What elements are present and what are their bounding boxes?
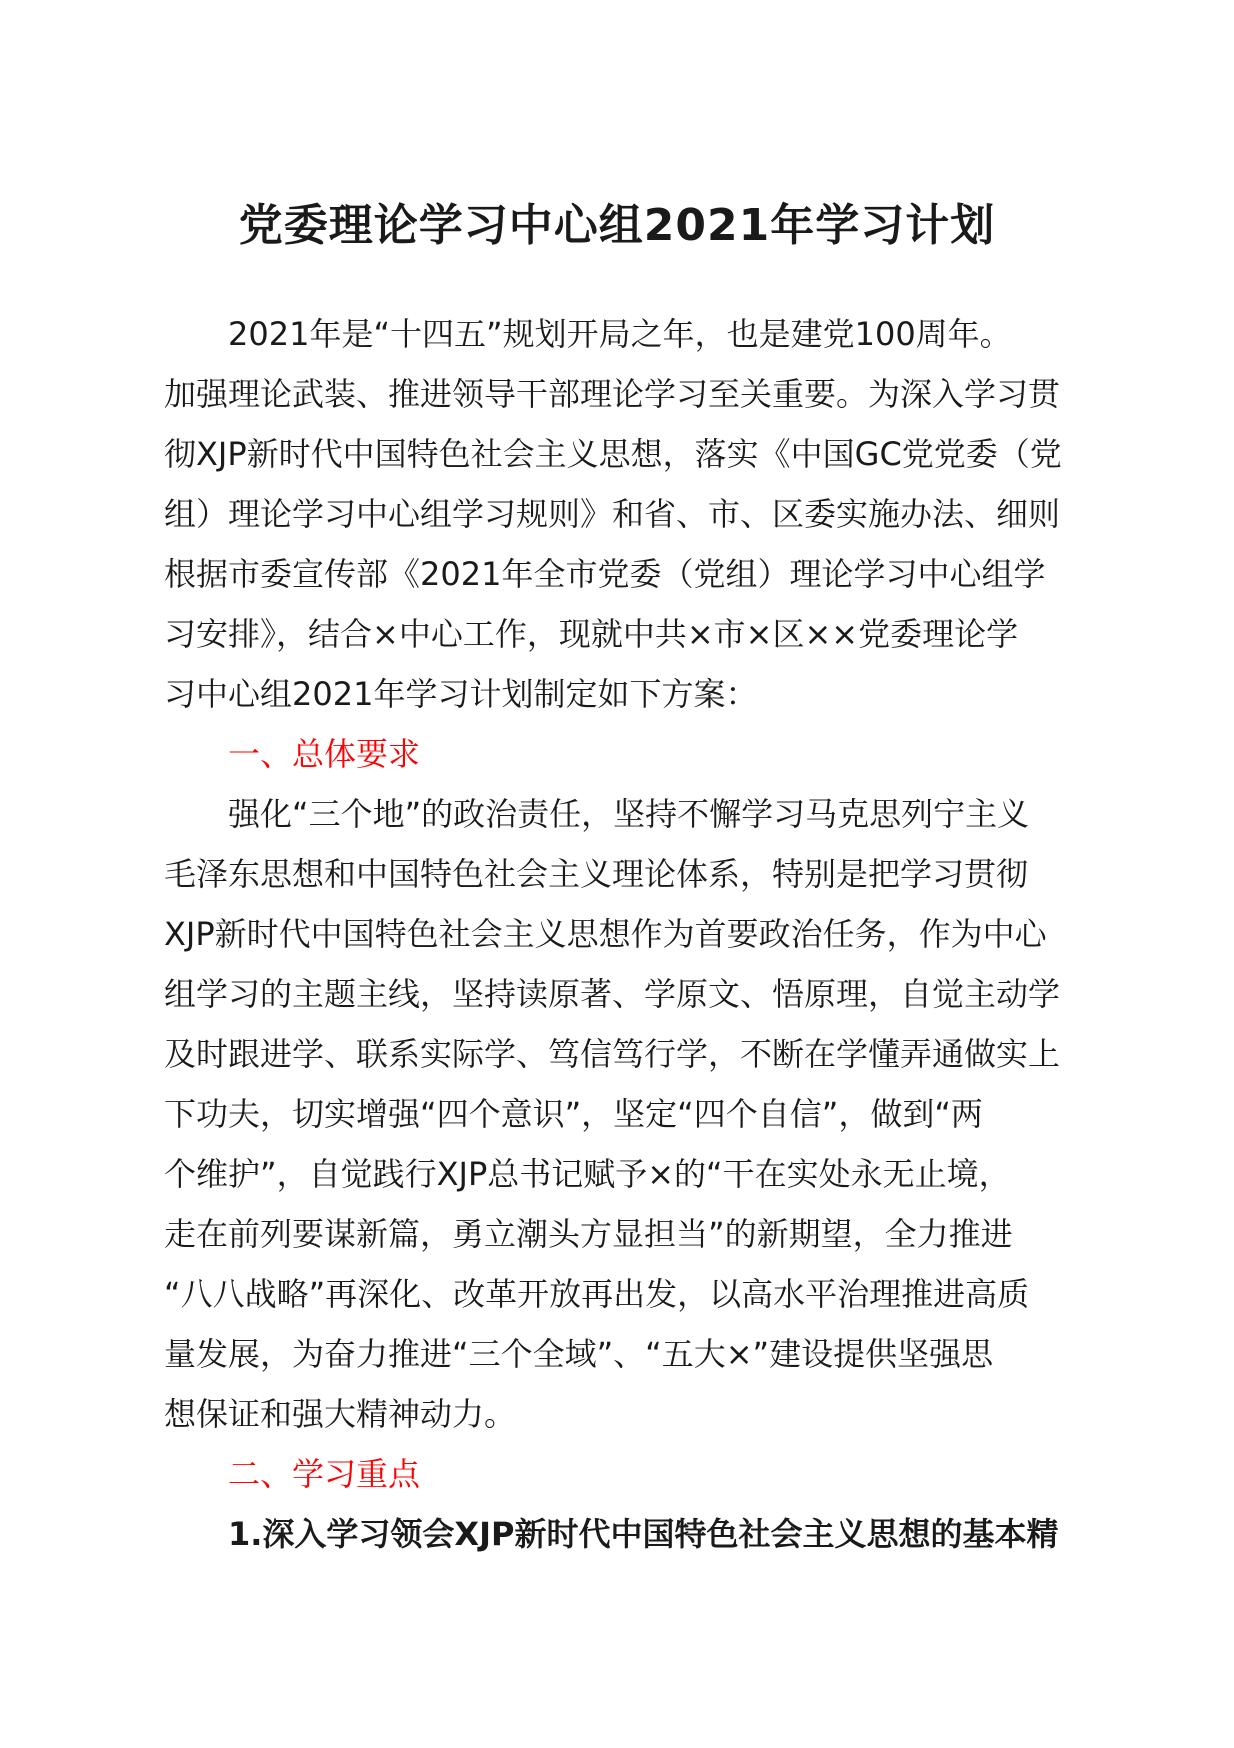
section1-line: 量发展，为奋力推进“三个全域”、“五大×”建设提供坚强思 bbox=[164, 1335, 994, 1373]
intro-line: 习安排》，结合×中心工作，现就中共×市×区××党委理论学 bbox=[164, 615, 1019, 653]
section1-line: 下功夫，切实增强“四个意识”，坚定“四个自信”，做到“两 bbox=[164, 1095, 983, 1133]
section1-line: 走在前列要谋新篇，勇立潮头方显担当”的新期望，全力推进 bbox=[164, 1215, 1013, 1253]
document-title: 党委理论学习中心组2021年学习计划 bbox=[238, 200, 996, 251]
section1-line: 想保证和强大精神动力。 bbox=[164, 1395, 517, 1433]
section1-line: “八八战略”再深化、改革开放再出发，以高水平治理推进高质 bbox=[164, 1275, 1030, 1313]
intro-line: 根据市委宣传部《2021年全市党委（党组）理论学习中心组学 bbox=[164, 555, 1046, 593]
intro-line: 彻XJP新时代中国特色社会主义思想，落实《中国GC党党委（党 bbox=[164, 435, 1062, 473]
section2-subheading: 1.深入学习领会XJP新时代中国特色社会主义思想的基本精 bbox=[228, 1515, 1059, 1553]
section1-line: XJP新时代中国特色社会主义思想作为首要政治任务，作为中心 bbox=[164, 915, 1047, 953]
intro-line: 组）理论学习中心组学习规则》和省、市、区委实施办法、细则 bbox=[164, 495, 1061, 533]
section-heading-general-requirements: 一、总体要求 bbox=[228, 735, 421, 773]
section1-line: 个维护”，自觉践行XJP总书记赋予×的“干在实处永无止境， bbox=[164, 1155, 1011, 1193]
section-heading-study-focus: 二、学习重点 bbox=[228, 1455, 421, 1493]
section1-line: 强化“三个地”的政治责任，坚持不懈学习马克思列宁主义 bbox=[228, 795, 1030, 833]
intro-line: 习中心组2021年学习计划制定如下方案： bbox=[164, 675, 758, 713]
intro-line: 加强理论武装、推进领导干部理论学习至关重要。为深入学习贯 bbox=[164, 375, 1061, 413]
section1-line: 及时跟进学、联系实际学、笃信笃行学，不断在学懂弄通做实上 bbox=[164, 1035, 1061, 1073]
section1-line: 组学习的主题主线，坚持读原著、学原文、悟原理，自觉主动学 bbox=[164, 975, 1061, 1013]
intro-line: 2021年是“十四五”规划开局之年，也是建党100周年。 bbox=[228, 315, 1012, 353]
section1-line: 毛泽东思想和中国特色社会主义理论体系，特别是把学习贯彻 bbox=[164, 855, 1029, 893]
